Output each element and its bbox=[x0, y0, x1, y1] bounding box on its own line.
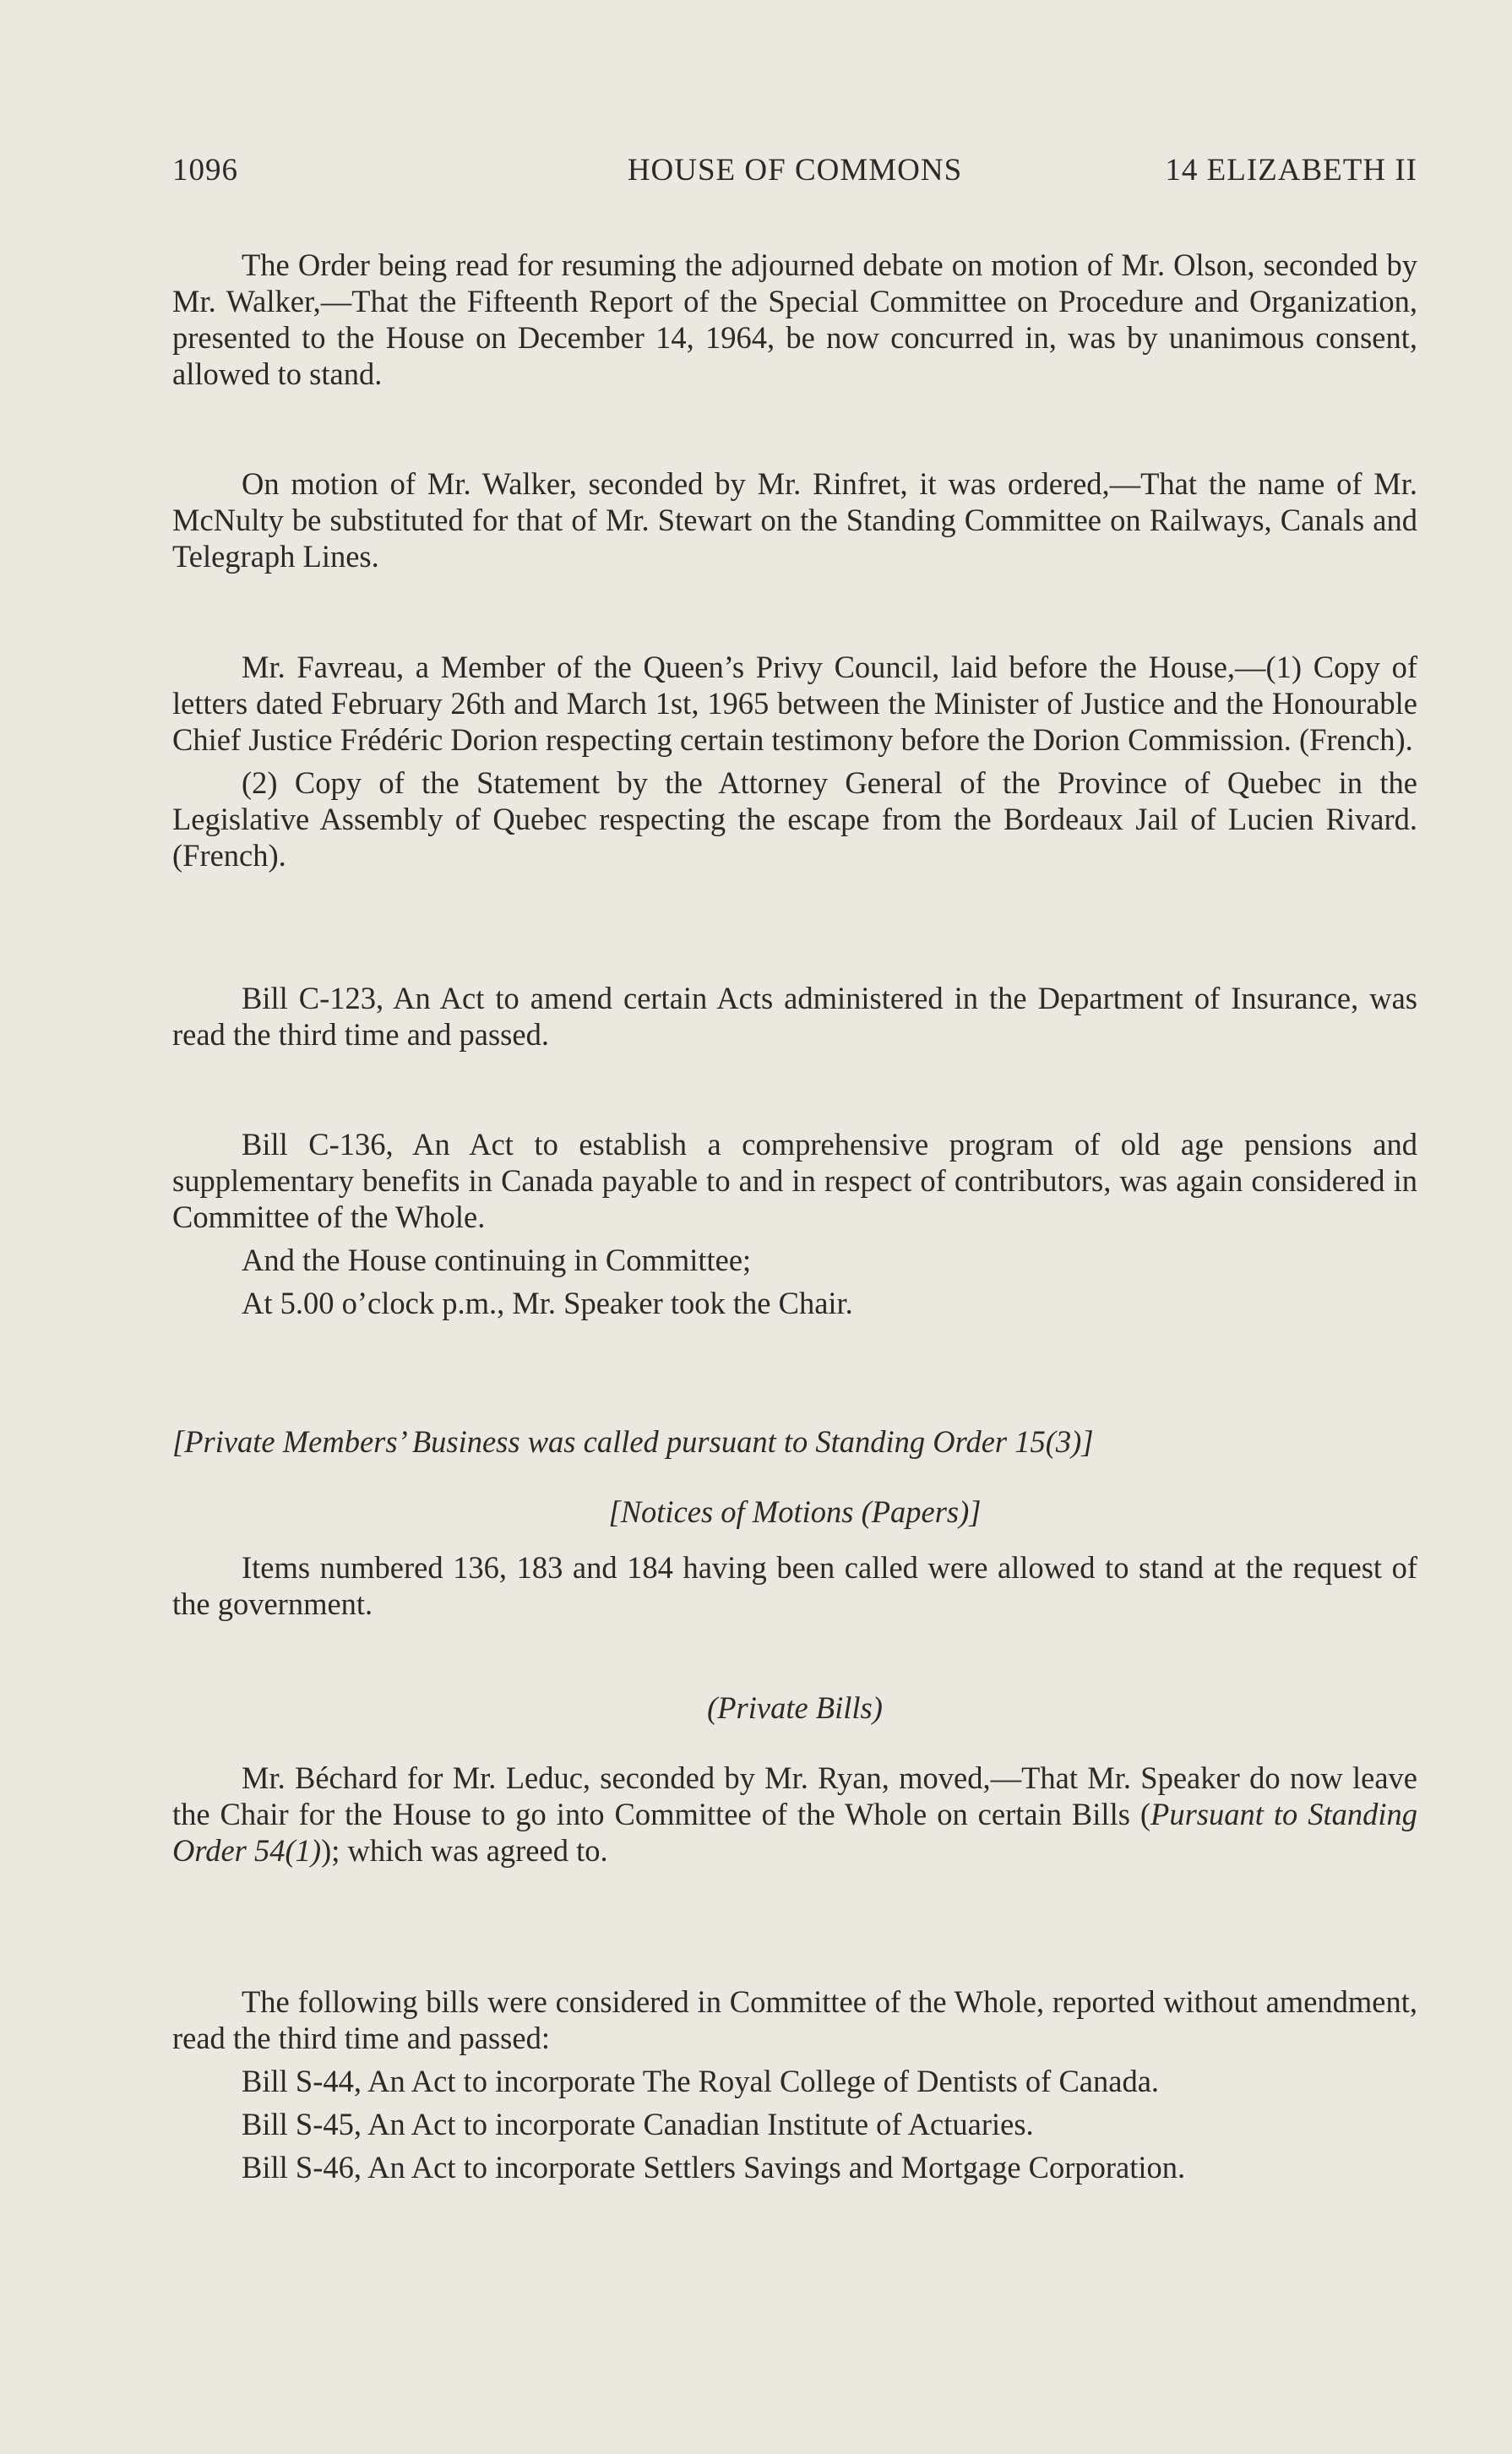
paragraph-bill-c136 bbox=[172, 1126, 1417, 1321]
heading-notices-of-motions: [Notices of Motions (Papers)] bbox=[608, 1494, 982, 1529]
paragraph-text: On motion of Mr. Walker, seconded by Mr. Rinfret, it was ordered,—That the name of Mr. McNulty be substituted for that of Mr. Stewart on the Standing Committee on Railways, Canals and Telegraph Lines. bbox=[172, 466, 1417, 574]
page-header bbox=[172, 152, 1417, 193]
paragraph-bills-considered bbox=[172, 1983, 1417, 2185]
paragraph-text: Bill C-136, An Act to establish a comprehensive program of old age pensions and supplementary benefits in Canada payable to and in respect of contributors, was again considered in Committee of the Whole. bbox=[172, 1127, 1417, 1234]
paragraph-favreau-papers bbox=[172, 649, 1417, 873]
bill-s45: Bill S-45, An Act to incorporate Canadian Institute of Actuaries. bbox=[242, 2107, 1034, 2141]
standing-order-reference: Pursuant to Standing Order 54(1) bbox=[172, 1797, 1417, 1868]
paragraph-text: (2) Copy of the Statement by the Attorney General of the Province of Quebec in the Legislative Assembly of Quebec respecting the escape from the Bordeaux Jail of Lucien Rivard. (French). bbox=[172, 765, 1417, 873]
paragraph-text: Items numbered 136, 183 and 184 having been called were allowed to stand at the request of the government. bbox=[172, 1550, 1417, 1621]
heading-private-members-business: [Private Members’ Business was called pursuant to Standing Order 15(3)] bbox=[172, 1424, 1094, 1459]
motion-text-end: ); which was agreed to. bbox=[321, 1833, 608, 1868]
heading-private-bills: (Private Bills) bbox=[707, 1690, 883, 1725]
paragraph-bill-c123 bbox=[172, 980, 1417, 1053]
paragraph-items-stand bbox=[172, 1549, 1417, 1622]
paragraph-text: Bill C-123, An Act to amend certain Acts administered in the Department of Insurance, was read the third time and passed. bbox=[172, 981, 1417, 1052]
paragraph-text bbox=[172, 1760, 1417, 1869]
paragraph-bechard-motion bbox=[172, 1760, 1417, 1869]
bill-s44: Bill S-44, An Act to incorporate The Royal College of Dentists of Canada. bbox=[242, 2064, 1160, 2098]
paragraph-text: The Order being read for resuming the adjourned debate on motion of Mr. Olson, seconded by Mr. Walker,—That the Fifteenth Report of the Special Committee on Procedure and Organization, presented to the House on December 14, 1964, be now concurred in, was by unanimous consent, allowed to stand. bbox=[172, 248, 1417, 391]
regnal-year: 14 ELIZABETH II bbox=[1165, 153, 1417, 188]
paragraph-text: The following bills were considered in Committee of the Whole, reported without amendment, read the third time and passed: bbox=[172, 1984, 1417, 2055]
running-title: HOUSE OF COMMONS bbox=[627, 153, 963, 188]
bill-s46: Bill S-46, An Act to incorporate Settlers Savings and Mortgage Corporation. bbox=[242, 2150, 1186, 2185]
paragraph-text: And the House continuing in Committee; bbox=[242, 1243, 752, 1277]
page-number: 1096 bbox=[172, 153, 238, 188]
paragraph-text: Mr. Favreau, a Member of the Queen’s Privy Council, laid before the House,—(1) Copy of letters dated February 26th and March 1st, 1965 between the Minister of Justice and the Honourable Chief Justice Frédéric Dorion respecting certain testimony before the Dorion Commission. (French). bbox=[172, 650, 1417, 757]
paragraph-mcnulty-substitution bbox=[172, 465, 1417, 574]
paragraph-olson-motion bbox=[172, 247, 1417, 392]
paragraph-text: At 5.00 o’clock p.m., Mr. Speaker took the Chair. bbox=[242, 1286, 853, 1320]
motion-text-start: Mr. Béchard for Mr. Leduc, seconded by Mr. Ryan, moved,—That Mr. Speaker do now leave the Chair for the House to go into Committee of the Whole on certain Bills ( bbox=[172, 1760, 1417, 1831]
